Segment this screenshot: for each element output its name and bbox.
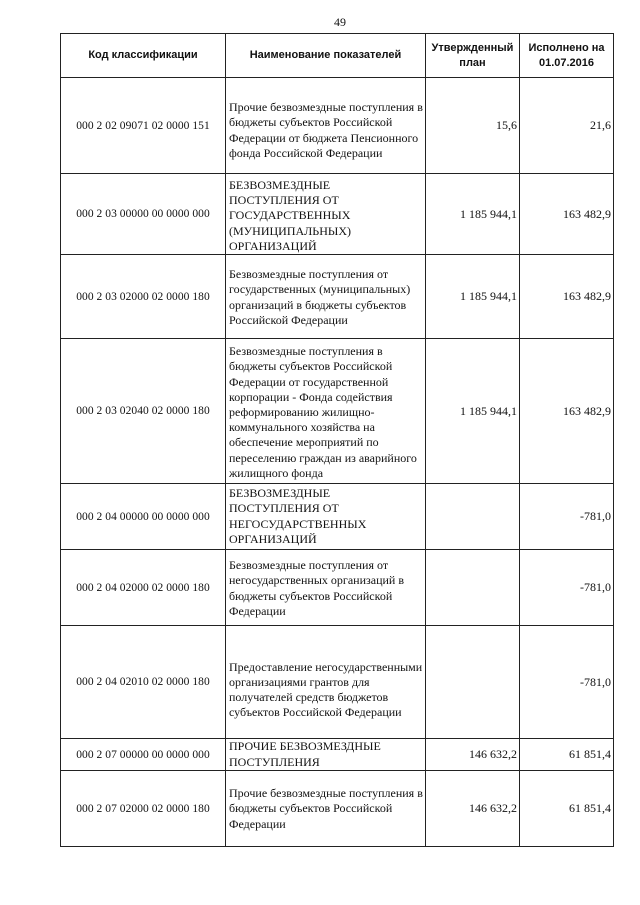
row-done: -781,0 [520,626,614,739]
row-plan: 1 185 944,1 [426,255,520,339]
revenue-table [60,33,614,847]
row-name: БЕЗВОЗМЕЗДНЫЕ ПОСТУПЛЕНИЯ ОТ ГОСУДАРСТВЕННЫХ (МУНИЦИПАЛЬНЫХ) ОРГАНИЗАЦИЙ [226,174,426,255]
row-plan: 146 632,2 [426,739,520,771]
row-code: 000 2 03 00000 00 0000 000 [61,174,226,255]
row-name: Прочие безвозмездные поступления в бюджеты субъектов Российской Федерации [226,771,426,847]
row-plan [426,550,520,626]
row-name: Безвозмездные поступления от государственных (муниципальных) организаций в бюджеты субъектов Российской Федерации [226,255,426,339]
row-plan: 1 185 944,1 [426,174,520,255]
row-plan [426,626,520,739]
row-done: 163 482,9 [520,255,614,339]
row-done: -781,0 [520,484,614,550]
row-code: 000 2 07 02000 02 0000 180 [61,771,226,847]
row-code: 000 2 07 00000 00 0000 000 [61,739,226,771]
row-done: 61 851,4 [520,771,614,847]
header-plan: Утвержденный план [426,34,520,78]
row-name: Прочие безвозмездные поступления в бюджеты субъектов Российской Федерации от бюджета Пенсионного фонда Российской Федерации [226,78,426,174]
row-plan: 1 185 944,1 [426,339,520,484]
table-row [61,339,614,484]
row-name: БЕЗВОЗМЕЗДНЫЕ ПОСТУПЛЕНИЯ ОТ НЕГОСУДАРСТВЕННЫХ ОРГАНИЗАЦИЙ [226,484,426,550]
table-row [61,626,614,739]
table-row [61,550,614,626]
row-code: 000 2 02 09071 02 0000 151 [61,78,226,174]
header-done: Исполнено на 01.07.2016 [520,34,614,78]
row-done: -781,0 [520,550,614,626]
row-code: 000 2 03 02000 02 0000 180 [61,255,226,339]
row-code: 000 2 03 02040 02 0000 180 [61,339,226,484]
row-plan [426,484,520,550]
table-row [61,78,614,174]
page-number: 49 [334,15,346,29]
row-name: Предоставление негосударственными организациями грантов для получателей средств бюджетов субъектов Российской Федерации [226,626,426,739]
row-name: Безвозмездные поступления в бюджеты субъектов Российской Федерации от государственной корпорации - Фонда содействия реформированию жилищно-коммунального хозяйства на обеспечение мероприятий по переселению граждан из аварийного жилищного фонда [226,339,426,484]
table-header-row [61,34,614,78]
header-code: Код классификации [61,34,226,78]
row-done: 163 482,9 [520,339,614,484]
row-code: 000 2 04 00000 00 0000 000 [61,484,226,550]
row-done: 61 851,4 [520,739,614,771]
row-code: 000 2 04 02010 02 0000 180 [61,626,226,739]
row-name: Безвозмездные поступления от негосударственных организаций в бюджеты субъектов Российской Федерации [226,550,426,626]
table-row [61,174,614,255]
row-plan: 146 632,2 [426,771,520,847]
header-name: Наименование показателей [226,34,426,78]
row-done: 21,6 [520,78,614,174]
row-plan: 15,6 [426,78,520,174]
table-row [61,771,614,847]
row-name: ПРОЧИЕ БЕЗВОЗМЕЗДНЫЕ ПОСТУПЛЕНИЯ [226,739,426,771]
table-row [61,739,614,771]
row-code: 000 2 04 02000 02 0000 180 [61,550,226,626]
row-done: 163 482,9 [520,174,614,255]
table-row [61,484,614,550]
table-row [61,255,614,339]
